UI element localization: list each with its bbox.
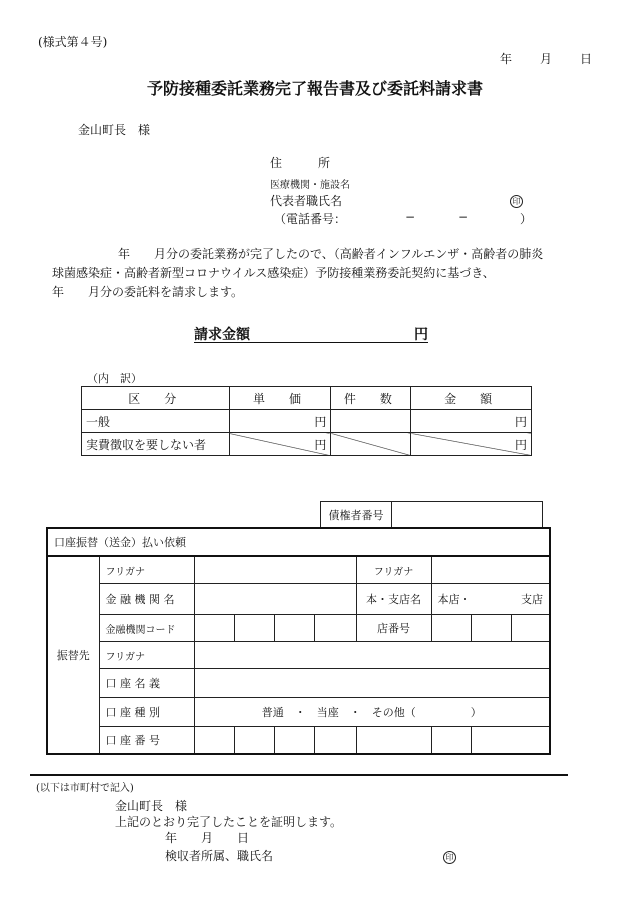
address-label: 住 所: [270, 156, 331, 170]
account-number-digit[interactable]: [356, 727, 431, 755]
header-year: 年: [500, 52, 513, 66]
row-category: 実費徴収を要しない者: [82, 433, 230, 456]
header-unit-price: 単 価: [229, 387, 331, 410]
footer-addressee: 金山町長 様: [115, 799, 188, 813]
table-header-row: [82, 387, 532, 410]
head-office-text: 本店・: [437, 593, 471, 606]
claim-label: 請求金額: [194, 327, 250, 343]
account-number-digit[interactable]: [431, 727, 471, 755]
account-number-digit[interactable]: [234, 727, 274, 755]
institution-code-digit[interactable]: [274, 615, 314, 642]
institution-code-digit[interactable]: [234, 615, 274, 642]
footer-divider: [30, 774, 568, 776]
row-count[interactable]: [331, 433, 411, 456]
bank-header: 口座振替（送金）払い依頼: [47, 528, 550, 556]
account-furigana-field[interactable]: [194, 642, 550, 669]
header-day: 日: [580, 52, 593, 66]
furigana-label: フリガナ: [99, 556, 194, 584]
footer-inspector: 検収者所属、職氏名: [165, 849, 274, 863]
row-amount[interactable]: 円: [411, 433, 532, 456]
body-line-2: 球菌感染症・高齢者新型コロナウイルス感染症）予防接種業務委託契約に基づき、: [52, 266, 495, 280]
header-category: 区 分: [82, 387, 230, 410]
account-number-digit[interactable]: [274, 727, 314, 755]
creditor-number-label: 債権者番号: [321, 502, 392, 529]
creditor-number-box: [320, 501, 543, 529]
creditor-number-field[interactable]: [392, 502, 543, 529]
breakdown-table: [81, 386, 532, 456]
account-number-digit[interactable]: [471, 727, 550, 755]
footer-note: (以下は市町村で記入): [36, 783, 134, 794]
breakdown-caption: （内 訳）: [87, 372, 142, 385]
phone-dash-1: −: [405, 210, 416, 224]
branch-number-label: 店番号: [356, 615, 431, 642]
footer-seal-icon: 印: [443, 851, 456, 864]
header-count: 件 数: [331, 387, 411, 410]
header-amount: 金 額: [411, 387, 532, 410]
body-line-1: 年 月分の委託業務が完了したので、（高齢者インフルエンザ・高齢者の肺炎: [118, 247, 544, 261]
row-category: 一般: [82, 410, 230, 433]
branch-number-digit[interactable]: [431, 615, 471, 642]
account-number-digit[interactable]: [314, 727, 356, 755]
branch-name-field[interactable]: [431, 584, 550, 615]
account-name-field[interactable]: [194, 669, 550, 698]
phone-label: （電話番号：: [274, 212, 347, 226]
institution-name-field[interactable]: [194, 584, 356, 615]
institution-code-digit[interactable]: [194, 615, 234, 642]
transfer-destination-label: 振替先: [47, 556, 99, 754]
table-row: [82, 433, 532, 456]
footer-date: 年 月 日: [165, 831, 250, 845]
account-type-label: 口 座 種 別: [99, 698, 194, 727]
account-name-label: 口 座 名 義: [99, 669, 194, 698]
footer-certify: 上記のとおり完了したことを証明します。: [115, 815, 343, 829]
account-number-digit[interactable]: [194, 727, 234, 755]
row-count[interactable]: [331, 410, 411, 433]
representative-label: 代表者職氏名: [270, 194, 343, 208]
branch-type-label: 本・支店名: [356, 584, 431, 615]
table-row: [82, 410, 532, 433]
account-type-options[interactable]: 普通 ・ 当座 ・ その他（ ）: [194, 698, 550, 727]
seal-icon: 印: [510, 195, 523, 208]
institution-name-label: 金 融 機 関 名: [99, 584, 194, 615]
institution-furigana-field[interactable]: [194, 556, 356, 584]
form-number: (様式第４号): [38, 35, 108, 49]
branch-number-digit[interactable]: [511, 615, 550, 642]
page-title: 予防接種委託業務完了報告書及び委託料請求書: [146, 79, 483, 98]
facility-label: 医療機関・施設名: [270, 180, 350, 191]
row-unit-price[interactable]: 円: [229, 433, 331, 456]
phone-dash-2: −: [458, 210, 469, 224]
row-amount[interactable]: 円: [411, 410, 532, 433]
phone-close: ）: [520, 212, 533, 226]
claim-amount: [194, 324, 428, 343]
branch-furigana-label: フリガナ: [356, 556, 431, 584]
header-month: 月: [540, 52, 553, 66]
institution-code-label: 金融機関コード: [99, 615, 194, 642]
branch-furigana-field[interactable]: [431, 556, 550, 584]
institution-code-digit[interactable]: [314, 615, 356, 642]
addressee: 金山町長 様: [78, 123, 151, 137]
bank-transfer-table: [46, 527, 551, 755]
body-line-3: 年 月分の委託料を請求します。: [52, 285, 244, 299]
row-unit-price[interactable]: 円: [229, 410, 331, 433]
branch-text: 支店: [521, 593, 543, 606]
account-number-label: 口 座 番 号: [99, 727, 194, 755]
account-furigana-label: フリガナ: [99, 642, 194, 669]
branch-number-digit[interactable]: [471, 615, 511, 642]
claim-unit: 円: [414, 327, 428, 343]
